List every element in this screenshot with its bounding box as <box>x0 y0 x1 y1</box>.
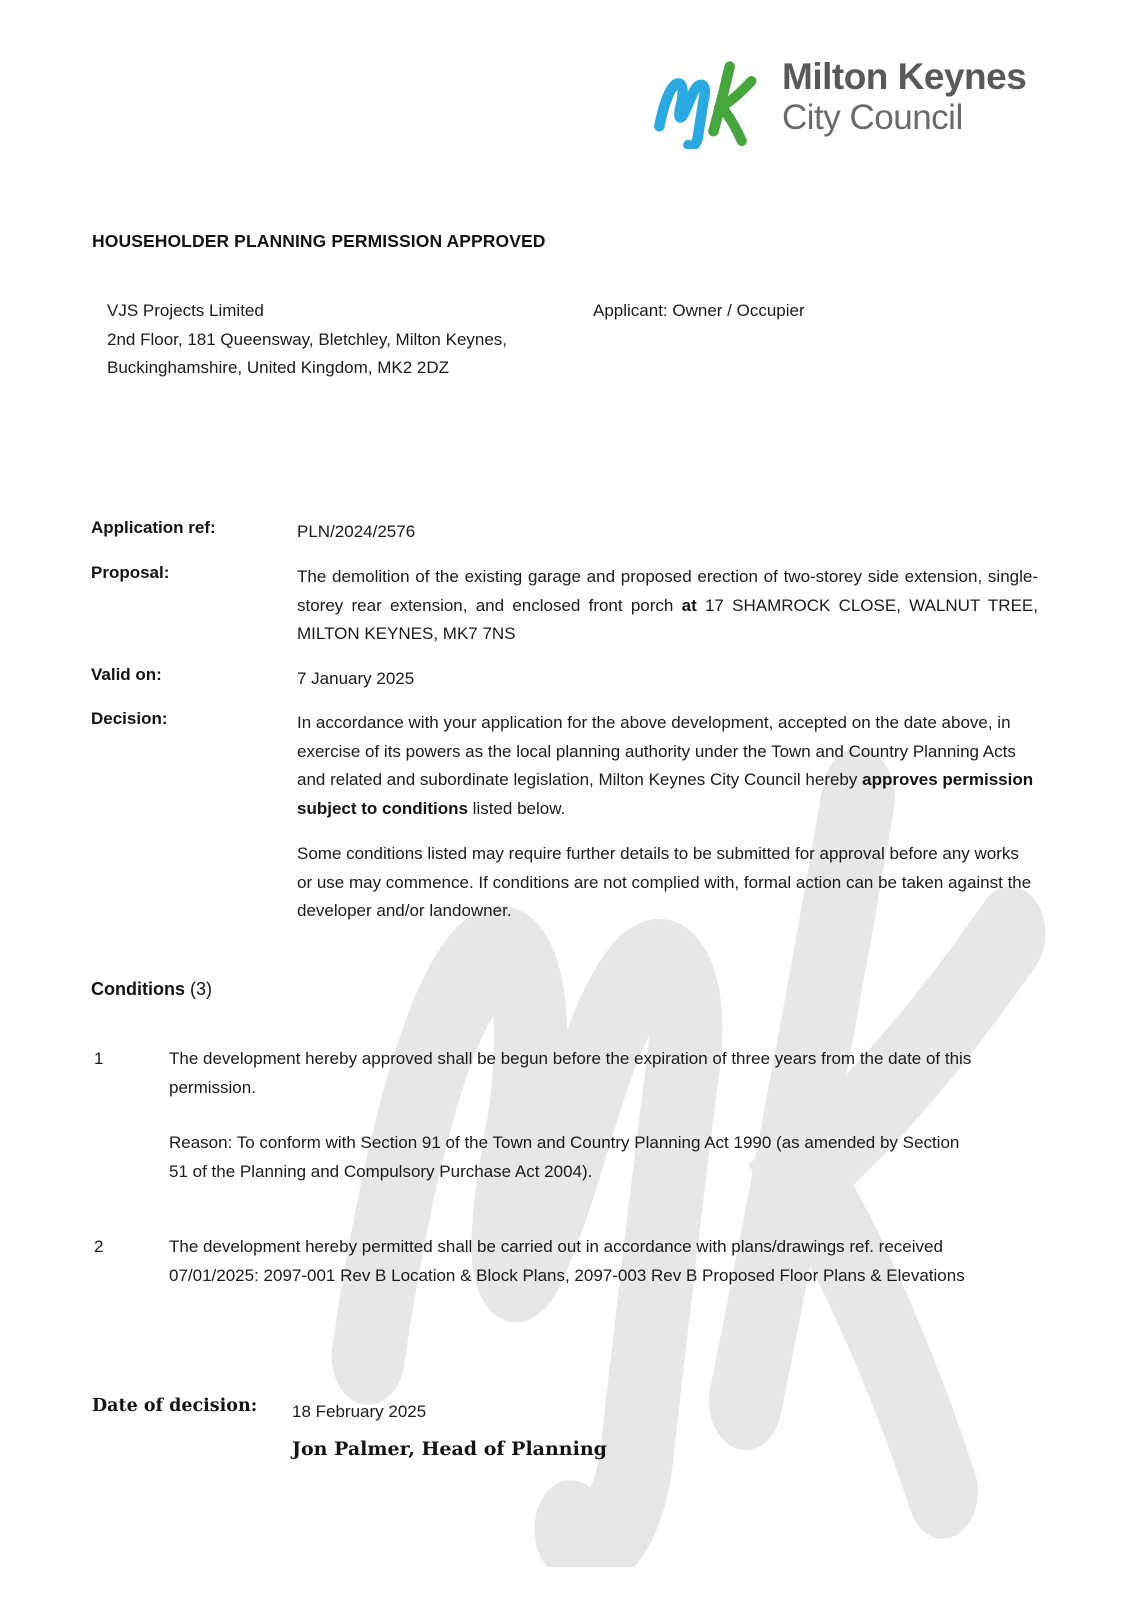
signature-line: Jon Palmer, Head of Planning <box>292 1438 607 1460</box>
decision-text-run: In accordance with your application for the above development, accepted on the date above, in exercise of its powers as the local planning authority under the Town and Country Planning Acts and related and subordinate legislation, Milton Keynes City Council hereby <box>297 713 1016 789</box>
logo-org-sub: City Council <box>782 98 963 137</box>
decision-bold-run: approves permission subject to conditions <box>297 770 1034 818</box>
date-of-decision-label: Date of decision: <box>92 1396 258 1416</box>
condition-number: 1 <box>94 1049 104 1068</box>
conditions-heading <box>91 979 212 1000</box>
proposal-label: Proposal: <box>91 563 170 582</box>
recipient-address-line: 2nd Floor, 181 Queensway, Bletchley, Milton Keynes, <box>107 329 508 349</box>
decision-paragraph-2: Some conditions listed may require further details to be submitted for approval before any works or use may commence. If conditions are not complied with, formal action can be taken against the developer and/or landowner. <box>297 844 1032 920</box>
condition-reason: Reason: To conform with Section 91 of the Town and Country Planning Act 1990 (as amended by Section 51 of the Planning and Compulsory Purchase Act 2004). <box>169 1133 960 1181</box>
proposal-text-run: The demolition of the existing garage and proposed erection of two-storey side extension, single-storey rear extension, and enclosed front porch <box>297 567 1038 615</box>
condition-number: 2 <box>94 1237 104 1256</box>
decision-paragraph-1 <box>297 709 1038 823</box>
recipient-address <box>107 297 507 383</box>
proposal-text-run: 17 SHAMROCK CLOSE, WALNUT TREE, MILTON KEYNES, MK7 7NS <box>297 595 1038 643</box>
document-title: HOUSEHOLDER PLANNING PERMISSION APPROVED <box>92 230 546 251</box>
application-ref-value: PLN/2024/2576 <box>297 522 416 541</box>
conditions-heading-word: Conditions <box>91 979 185 999</box>
date-of-decision-value: 18 February 2025 <box>292 1402 427 1421</box>
mk-monogram-icon <box>646 52 768 149</box>
recipient-address-line: Buckinghamshire, United Kingdom, MK2 2DZ <box>107 358 450 377</box>
logo-org-name: Milton Keynes <box>782 56 1027 97</box>
council-logo <box>646 52 1026 149</box>
logo-wordmark <box>782 58 1026 135</box>
logo-m-stroke <box>659 83 705 146</box>
recipient-name: VJS Projects Limited <box>107 301 264 320</box>
conditions-count: (3) <box>190 979 212 999</box>
decision-text-run: listed below. <box>467 798 566 818</box>
valid-on-value: 7 January 2025 <box>297 669 415 688</box>
valid-on-label: Valid on: <box>91 665 162 684</box>
condition-text: The development hereby permitted shall be carried out in accordance with plans/drawings ref. received 07/01/2025: 2097-001 Rev B Location & Block Plans, 2097-003 Rev B Proposed Floor Plans & Elevations <box>169 1237 965 1285</box>
application-ref-label: Application ref: <box>91 518 216 537</box>
proposal-bold-run: at <box>681 595 697 615</box>
condition-text: The development hereby approved shall be begun before the expiration of three years from the date of this permission. <box>169 1049 972 1097</box>
proposal-text <box>297 563 1038 649</box>
decision-label: Decision: <box>91 709 168 728</box>
applicant-line: Applicant: Owner / Occupier <box>593 301 805 320</box>
